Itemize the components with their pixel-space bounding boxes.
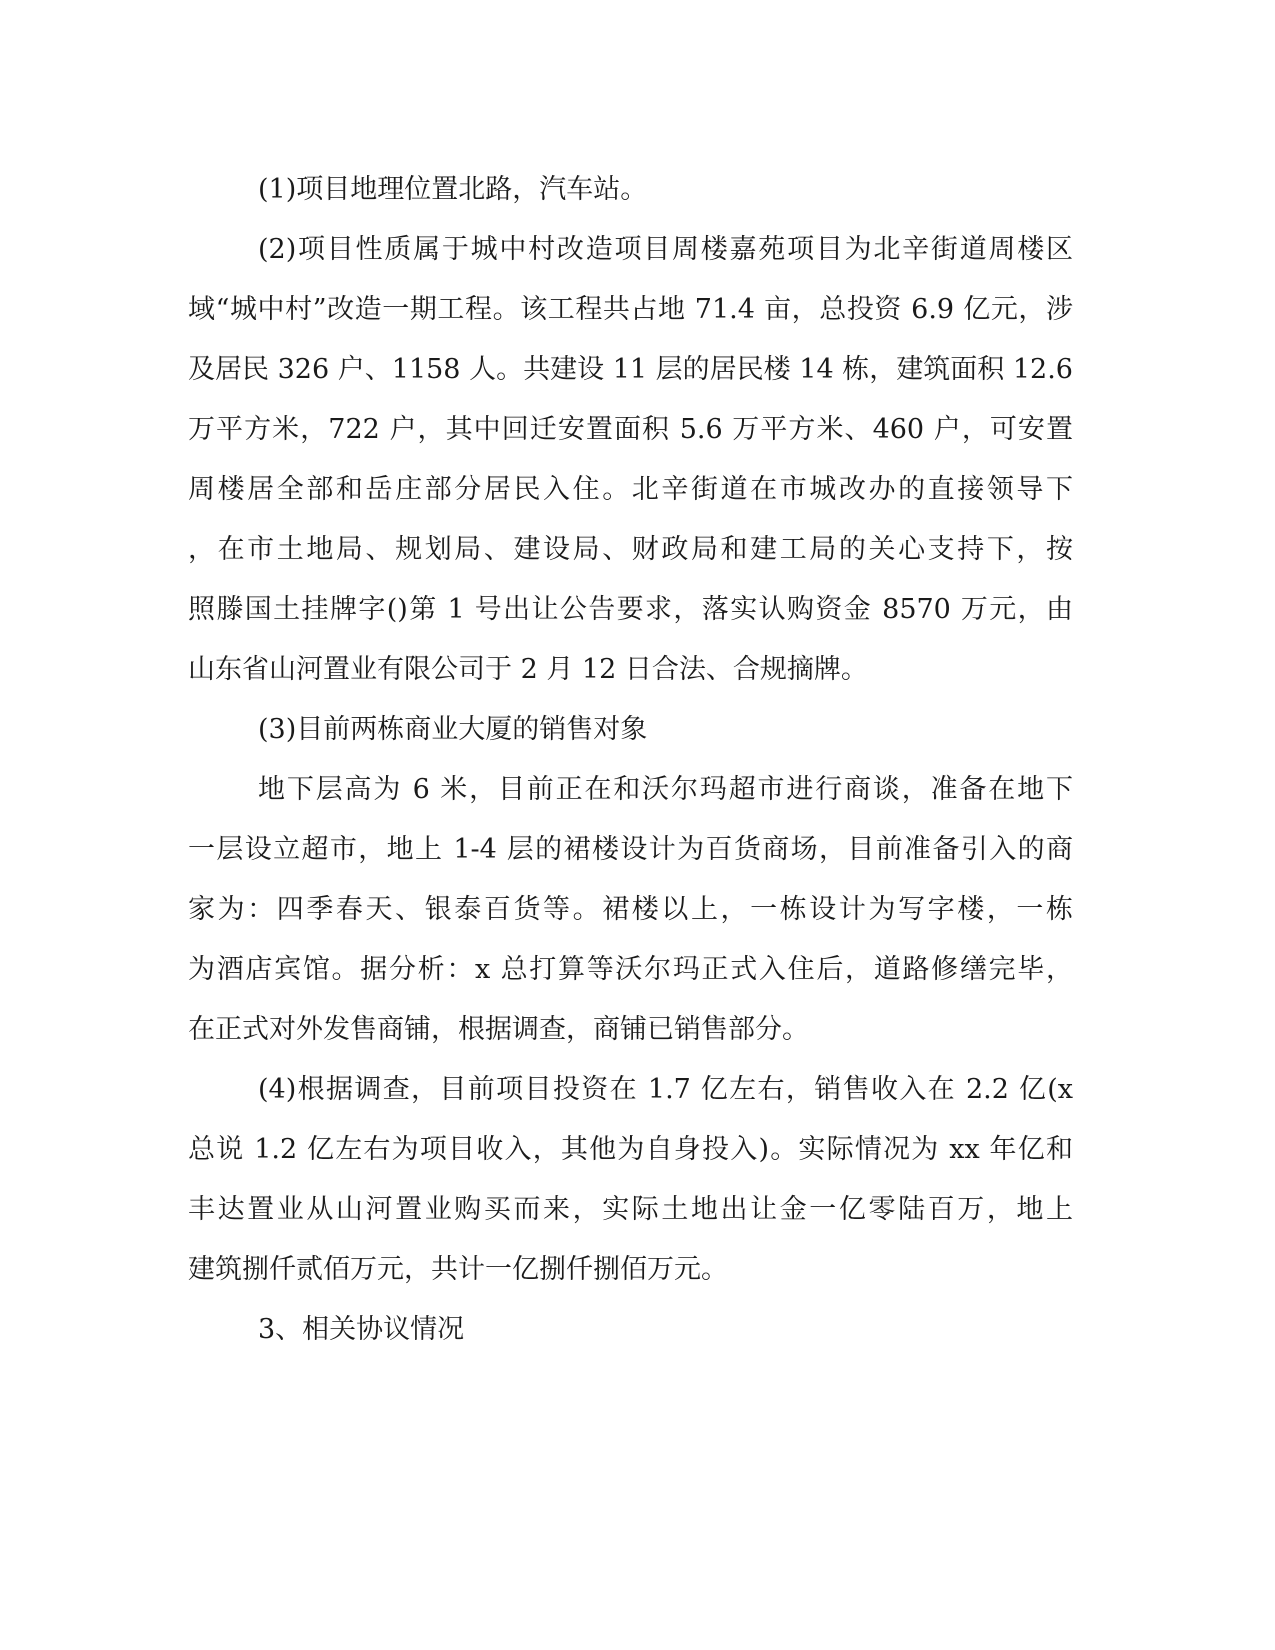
paragraph-4-line-5: 在正式对外发售商铺，根据调查，商铺已销售部分。 — [188, 1014, 809, 1045]
paragraph-2-line-6: ，在市土地局、规划局、建设局、财政局和建工局的关心支持下，按 — [188, 534, 1073, 565]
paragraph-2-line-5: 周楼居全部和岳庄部分居民入住。北辛街道在市城改办的直接领导下 — [188, 474, 1073, 505]
paragraph-2-line-2: 域“城中村”改造一期工程。该工程共占地 71.4 亩，总投资 6.9 亿元，涉 — [188, 294, 1073, 325]
document-body — [188, 160, 1073, 1360]
paragraph-2-line-1: (2)项目性质属于城中村改造项目周楼嘉苑项目为北辛街道周楼区 — [258, 234, 1073, 265]
paragraph-5-line-1: (4)根据调查，目前项目投资在 1.7 亿左右，销售收入在 2.2 亿(x — [258, 1074, 1073, 1105]
paragraph-4-line-2: 一层设立超市，地上 1-4 层的裙楼设计为百货商场，目前准备引入的商 — [188, 834, 1073, 865]
paragraph-2-line-8: 山东省山河置业有限公司于 2 月 12 日合法、合规摘牌。 — [188, 654, 868, 685]
section-heading-agreements: 3、相关协议情况 — [258, 1314, 465, 1345]
paragraph-4-line-3: 家为：四季春天、银泰百货等。裙楼以上，一栋设计为写字楼，一栋 — [188, 894, 1073, 925]
paragraph-3-line-1: (3)目前两栋商业大厦的销售对象 — [258, 714, 648, 745]
paragraph-2-line-4: 万平方米，722 户，其中回迁安置面积 5.6 万平方米、460 户，可安置 — [188, 414, 1073, 445]
paragraph-5-line-4: 建筑捌仟贰佰万元，共计一亿捌仟捌佰万元。 — [188, 1254, 728, 1285]
paragraph-4-line-4: 为酒店宾馆。据分析：x 总打算等沃尔玛正式入住后，道路修缮完毕， — [188, 954, 1073, 985]
paragraph-5-line-2: 总说 1.2 亿左右为项目收入，其他为自身投入)。实际情况为 xx 年亿和 — [188, 1134, 1073, 1165]
paragraph-5-line-3: 丰达置业从山河置业购买而来，实际土地出让金一亿零陆百万，地上 — [188, 1194, 1073, 1225]
paragraph-2-line-3: 及居民 326 户、1158 人。共建设 11 层的居民楼 14 栋，建筑面积 12.6 — [188, 354, 1073, 385]
paragraph-4-line-1: 地下层高为 6 米，目前正在和沃尔玛超市进行商谈，准备在地下 — [258, 774, 1073, 805]
paragraph-2-line-7: 照滕国土挂牌字()第 1 号出让公告要求，落实认购资金 8570 万元，由 — [188, 594, 1073, 625]
paragraph-1-line-1: (1)项目地理位置北路，汽车站。 — [258, 174, 648, 205]
